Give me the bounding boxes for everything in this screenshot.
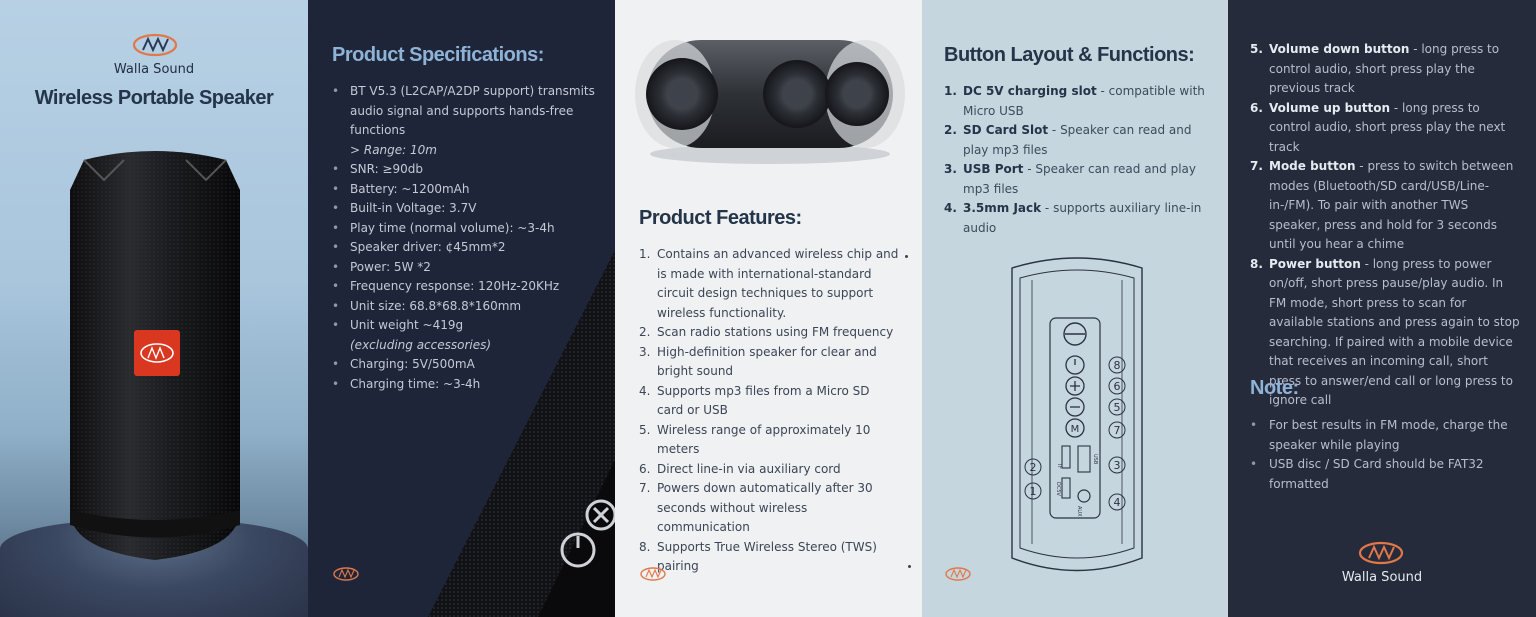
page-title: Wireless Portable Speaker xyxy=(34,87,274,109)
features-heading: Product Features: xyxy=(639,207,802,229)
svg-text:USB: USB xyxy=(1092,454,1098,465)
note-heading: Note: xyxy=(1250,377,1299,399)
list-item: 4. 3.5mm Jack - supports auxiliary line-in audio xyxy=(944,201,1202,235)
list-item: • Speaker driver: ¢45mm*2 xyxy=(332,238,602,258)
speaker-side-photo xyxy=(627,28,913,168)
list-item: 8. Supports True Wireless Stereo (TWS) pairing xyxy=(639,539,877,573)
svg-text:TF: TF xyxy=(1056,463,1062,469)
list-item: • SNR: ≥90db xyxy=(332,160,602,180)
list-item: • Battery: ~1200mAh xyxy=(332,180,602,200)
svg-text:7: 7 xyxy=(1113,424,1121,437)
cover-panel xyxy=(0,0,308,617)
svg-text:2: 2 xyxy=(1029,461,1037,474)
list-item: • Unit weight ~419g (excluding accessories) xyxy=(332,316,602,355)
svg-text:6: 6 xyxy=(1113,380,1121,393)
list-item: 1. Contains an advanced wireless chip and is made with international-standard circuit design techniques to support wireless functionality. xyxy=(639,247,899,320)
buttons-list-part1 xyxy=(944,82,1214,238)
walla-sound-logo-icon xyxy=(1358,540,1404,566)
decorative-dot xyxy=(908,565,911,568)
range-note: > Range: 10m xyxy=(350,142,437,157)
list-item: • Built-in Voltage: 3.7V xyxy=(332,199,602,219)
buttons-heading: Button Layout & Functions: xyxy=(944,44,1195,66)
list-item: • Play time (normal volume): ~3-4h xyxy=(332,219,602,239)
list-item: 6. Volume up button - long press to control audio, short press play the next track xyxy=(1250,100,1506,154)
list-item: • USB disc / SD Card should be FAT32 formatted xyxy=(1250,455,1510,494)
svg-text:4: 4 xyxy=(1113,496,1121,509)
mode-icon xyxy=(1066,419,1084,437)
decorative-dot xyxy=(905,255,908,258)
plus-icon xyxy=(1066,377,1084,395)
list-item: 7. Powers down automatically after 30 seconds without wireless communication xyxy=(639,481,873,534)
features-list xyxy=(639,245,899,577)
button-layout-diagram xyxy=(992,248,1162,588)
list-item: • Frequency response: 120Hz-20KHz xyxy=(332,277,602,297)
list-item: • BT V5.3 (L2CAP/A2DP support) transmits audio signal and supports hands-free functions > Range: 10m xyxy=(332,82,602,160)
svg-text:3: 3 xyxy=(1113,459,1121,472)
list-item: 4. Supports mp3 files from a Micro SD card or USB xyxy=(639,383,870,417)
list-item: 8. Power button - long press to power on/off, short press pause/play audio. In FM mode, short press to scan for available stations and press again to stop searching. If paired with a mobile device that receives an incoming call, short press to answer/end call or long press to ignore call xyxy=(1250,256,1520,407)
list-item: 2. SD Card Slot - Speaker can read and play mp3 files xyxy=(944,123,1192,157)
note-list xyxy=(1250,416,1510,494)
list-item: 1. DC 5V charging slot - compatible with Micro USB xyxy=(944,84,1205,118)
list-item: • For best results in FM mode, charge the speaker while playing xyxy=(1250,416,1510,455)
walla-sound-logo-icon xyxy=(944,566,972,582)
list-item: • Unit size: 68.8*68.8*160mm xyxy=(332,297,602,317)
button-layout-panel xyxy=(922,0,1228,617)
list-item: 5. Wireless range of approximately 10 meters xyxy=(639,422,871,456)
svg-text:AUX: AUX xyxy=(1076,506,1082,517)
walla-sound-logo-icon xyxy=(332,566,360,582)
speaker-photo xyxy=(64,150,246,570)
buttons-list-part2 xyxy=(1250,40,1520,411)
speaker-closeup-photo xyxy=(388,230,615,617)
power-icon xyxy=(1066,356,1084,374)
svg-text:M: M xyxy=(1070,424,1080,435)
svg-text:1: 1 xyxy=(1029,485,1037,498)
list-item: • Charging time: ~3-4h xyxy=(332,375,602,395)
list-item: 3. High-definition speaker for clear and bright sound xyxy=(639,344,877,378)
weight-note: (excluding accessories) xyxy=(350,337,492,352)
list-item: 2. Scan radio stations using FM frequency xyxy=(639,325,894,339)
walla-sound-logo-icon xyxy=(639,566,667,582)
list-item: • Charging: 5V/500mA xyxy=(332,355,602,375)
footer-brand: Walla Sound xyxy=(1341,570,1423,585)
list-item: 3. USB Port - Speaker can read and play mp3 files xyxy=(944,162,1196,196)
specifications-panel xyxy=(308,0,615,617)
brand-name: Walla Sound xyxy=(113,62,195,77)
specs-heading: Product Specifications: xyxy=(332,44,544,66)
svg-text:DC5V: DC5V xyxy=(1055,482,1061,496)
minus-icon xyxy=(1066,398,1084,416)
list-item: 6. Direct line-in via auxiliary cord xyxy=(639,461,841,476)
list-item: • Power: 5W *2 xyxy=(332,258,602,278)
features-panel xyxy=(615,0,922,617)
walla-sound-logo-icon xyxy=(132,32,178,58)
svg-text:5: 5 xyxy=(1113,401,1121,414)
button-functions-note-panel xyxy=(1228,0,1536,617)
svg-text:8: 8 xyxy=(1113,359,1121,372)
list-item: 5. Volume down button - long press to control audio, short press play the previous track xyxy=(1250,42,1500,95)
list-item: 7. Mode button - press to switch between modes (Bluetooth/SD card/USB/Line-in-/FM). To pair with another TWS speaker, press and hold for 3 seconds until you hear a chime xyxy=(1250,159,1514,251)
